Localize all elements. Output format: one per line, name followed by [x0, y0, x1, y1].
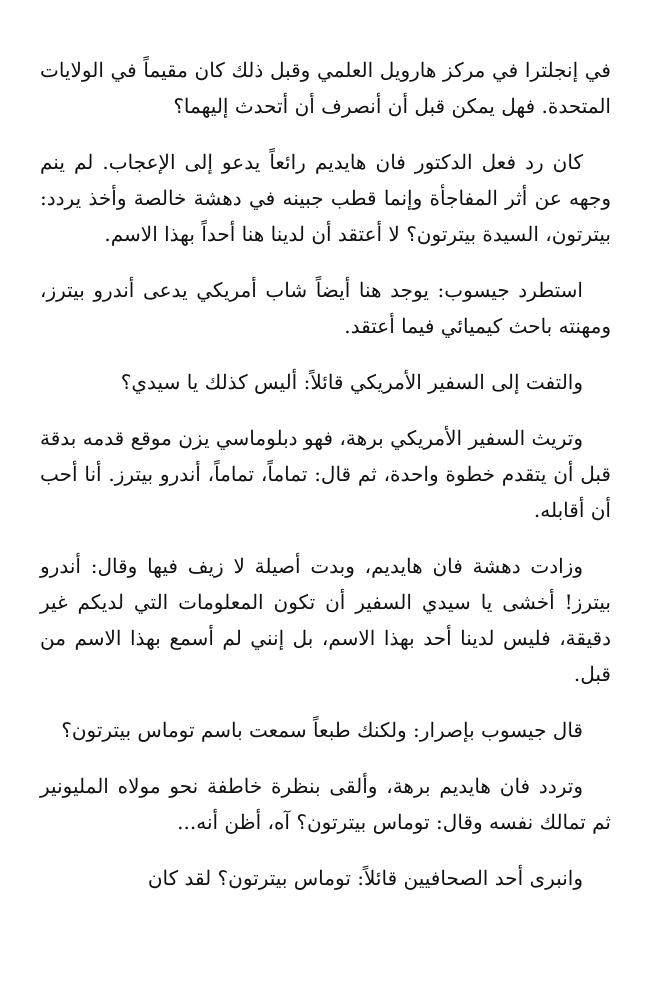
paragraph-jessop-andrew-peters: استطرد جيسوب: يوجد هنا أيضاً شاب أمريكي يدعى أندرو بيترز، ومهنته باحث كيميائي فيما أعتقد. — [40, 278, 611, 338]
paragraph-turn-to-ambassador: والتفت إلى السفير الأمريكي قائلاً: أليس كذلك يا سيدي؟ — [120, 370, 583, 394]
paragraph-van-heidem-surprise: وزادت دهشة فان هايديم، وبدت أصيلة لا زيف فيها وقال: أندرو بيترز! أخشى يا سيدي السفير أن تكون المعلومات التي لديكم غير دقيقة، فليس لدينا أحد بهذا الاسم، بل إنني لم أسمع بهذا الاسم من قبل. — [40, 554, 611, 686]
paragraph-journalist-interjects: وانبرى أحد الصحافيين قائلاً: توماس بيترتون؟ لقد كان — [147, 866, 583, 890]
paragraph-ambassador-reply: وتريث السفير الأمريكي برهة، فهو دبلوماسي يزن موقع قدمه بدقة قبل أن يتقدم خطوة واحدة، ثم قال: تماماً، تماماً، أندرو بيترز. أنا أحب أن أقابله. — [40, 426, 611, 522]
paragraph-continuation: في إنجلترا في مركز هارويل العلمي وقبل ذلك كان مقيماً في الولايات المتحدة. فهل يمكن قبل أن أنصرف أن أتحدث إليهما؟ — [40, 58, 611, 118]
book-page-text — [40, 52, 611, 896]
paragraph-van-heidem-reaction: كان رد فعل الدكتور فان هايديم رائعاً يدعو إلى الإعجاب. لم ينم وجهه عن أثر المفاجأة وإنما قطب جبينه في دهشة خالصة وأخذ يردد: بيترتون، السيدة بيترتون؟ لا أعتقد أن لدينا هنا أحداً بهذا الاسم. — [40, 150, 611, 246]
paragraph-van-heidem-hesitates: وتردد فان هايديم برهة، وألقى بنظرة خاطفة نحو مولاه المليونير ثم تمالك نفسه وقال: توماس بيترتون؟ آه، أظن أنه... — [40, 774, 611, 834]
paragraph-jessop-insists: قال جيسوب بإصرار: ولكنك طبعاً سمعت باسم توماس بيترتون؟ — [61, 718, 583, 742]
